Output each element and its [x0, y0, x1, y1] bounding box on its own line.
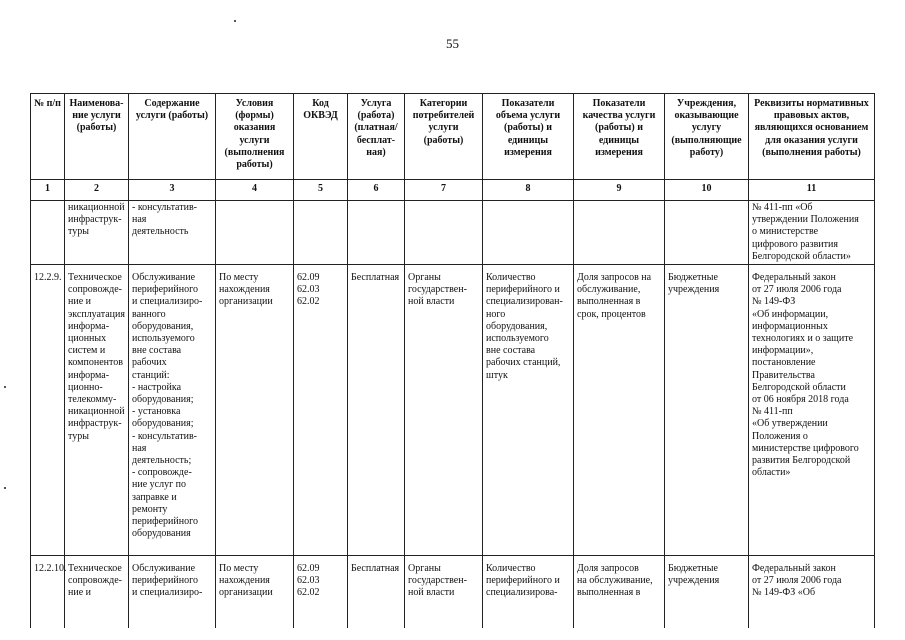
- header-cell-volume-indicators: Показатели объема услуги (работы) и единицы измерения: [483, 94, 574, 180]
- header-cell-okved: Код ОКВЭД: [294, 94, 348, 180]
- table-cell: [405, 201, 483, 265]
- table-cell: Органы государствен- ной власти: [405, 265, 483, 556]
- table-cell: [31, 201, 65, 265]
- table-row: [31, 556, 875, 629]
- header-cell-consumers: Категории потребителей услуги (работы): [405, 94, 483, 180]
- table-cell: [348, 201, 405, 265]
- column-number: 6: [348, 180, 405, 201]
- column-number: 9: [574, 180, 665, 201]
- table-cell: Федеральный закон от 27 июля 2006 года № 149-ФЗ «Об информации, информационных технологиях и о защите информации», постановление Правительства Белгородской области от 06 ноября 2018 года № 411-пп «Об утверждении Положения о министерстве цифрового развития Белгородской области»: [749, 265, 875, 556]
- table-cell: никационной инфраструк- туры: [65, 201, 129, 265]
- table-cell: № 411-пп «Об утверждении Положения о министерстве цифрового развития Белгородской области»: [749, 201, 875, 265]
- column-number: 7: [405, 180, 483, 201]
- table-cell: Бесплатная: [348, 556, 405, 629]
- table-cell: [574, 201, 665, 265]
- page-number: 55: [446, 36, 459, 51]
- table-cell: Доля запросов на обслуживание, выполненная в: [574, 556, 665, 629]
- table-cell: Обслуживание периферийного и специализиро- ванного оборудования, используемого вне состава рабочих станций: - настройка оборудования; - установка оборудования; - консультатив- ная деятельность; - сопровожде- ние услуг по заправке и ремонту периферийного оборудования: [129, 265, 216, 556]
- table-cell: 62.09 62.03 62.02: [294, 556, 348, 629]
- header-row: [31, 94, 875, 180]
- column-number-row: [31, 180, 875, 201]
- scan-speck: [4, 487, 6, 489]
- column-number: 2: [65, 180, 129, 201]
- table-cell: Органы государствен- ной власти: [405, 556, 483, 629]
- column-number: 5: [294, 180, 348, 201]
- table-cell: 12.2.9.: [31, 265, 65, 556]
- column-number: 3: [129, 180, 216, 201]
- header-cell-legal-acts: Реквизиты нормативных правовых актов, являющихся основанием для оказания услуги (выполнения работы): [749, 94, 875, 180]
- header-cell-paid-free: Услуга (работа) (платная/ бесплат- ная): [348, 94, 405, 180]
- column-number: 4: [216, 180, 294, 201]
- table-cell: По месту нахождения организации: [216, 556, 294, 629]
- table-cell: - консультатив- ная деятельность: [129, 201, 216, 265]
- header-cell-quality-indicators: Показатели качества услуги (работы) и единицы измерения: [574, 94, 665, 180]
- column-number: 8: [483, 180, 574, 201]
- column-number: 11: [749, 180, 875, 201]
- table-cell: Техническое сопровожде- ние и эксплуатация информа- ционных систем и компонентов информа- ционно- телекомму- никационной инфраструк- туры: [65, 265, 129, 556]
- table-cell: [294, 201, 348, 265]
- table-cell: Количество периферийного и специализирован- ного оборудования, используемого вне состава рабочих станций, штук: [483, 265, 574, 556]
- table-cell: Бюджетные учреждения: [665, 556, 749, 629]
- table-cell: [216, 201, 294, 265]
- header-cell-service-name: Наименова- ние услуги (работы): [65, 94, 129, 180]
- table-cell: Количество периферийного и специализирова-: [483, 556, 574, 629]
- scan-speck: [234, 20, 236, 22]
- table-cell: Федеральный закон от 27 июля 2006 года № 149-ФЗ «Об: [749, 556, 875, 629]
- column-number: 1: [31, 180, 65, 201]
- header-cell-number: № п/п: [31, 94, 65, 180]
- scan-speck: [4, 386, 6, 388]
- table-cell: По месту нахождения организации: [216, 265, 294, 556]
- table-cell: Бюджетные учреждения: [665, 265, 749, 556]
- table-cell: [665, 201, 749, 265]
- table-cell: 12.2.10.: [31, 556, 65, 629]
- services-register-table: [30, 93, 875, 628]
- table-row: [31, 265, 875, 556]
- table-cell: 62.09 62.03 62.02: [294, 265, 348, 556]
- column-number: 10: [665, 180, 749, 201]
- header-cell-institutions: Учреждения, оказывающие услугу (выполняющие работу): [665, 94, 749, 180]
- table-cell: Бесплатная: [348, 265, 405, 556]
- table-cell: Техническое сопровожде- ние и: [65, 556, 129, 629]
- table-row: [31, 201, 875, 265]
- table-cell: Доля запросов на обслуживание, выполненная в срок, процентов: [574, 265, 665, 556]
- header-cell-conditions: Условия (формы) оказания услуги (выполнения работы): [216, 94, 294, 180]
- table-cell: Обслуживание периферийного и специализиро-: [129, 556, 216, 629]
- table-cell: [483, 201, 574, 265]
- header-cell-content: Содержание услуги (работы): [129, 94, 216, 180]
